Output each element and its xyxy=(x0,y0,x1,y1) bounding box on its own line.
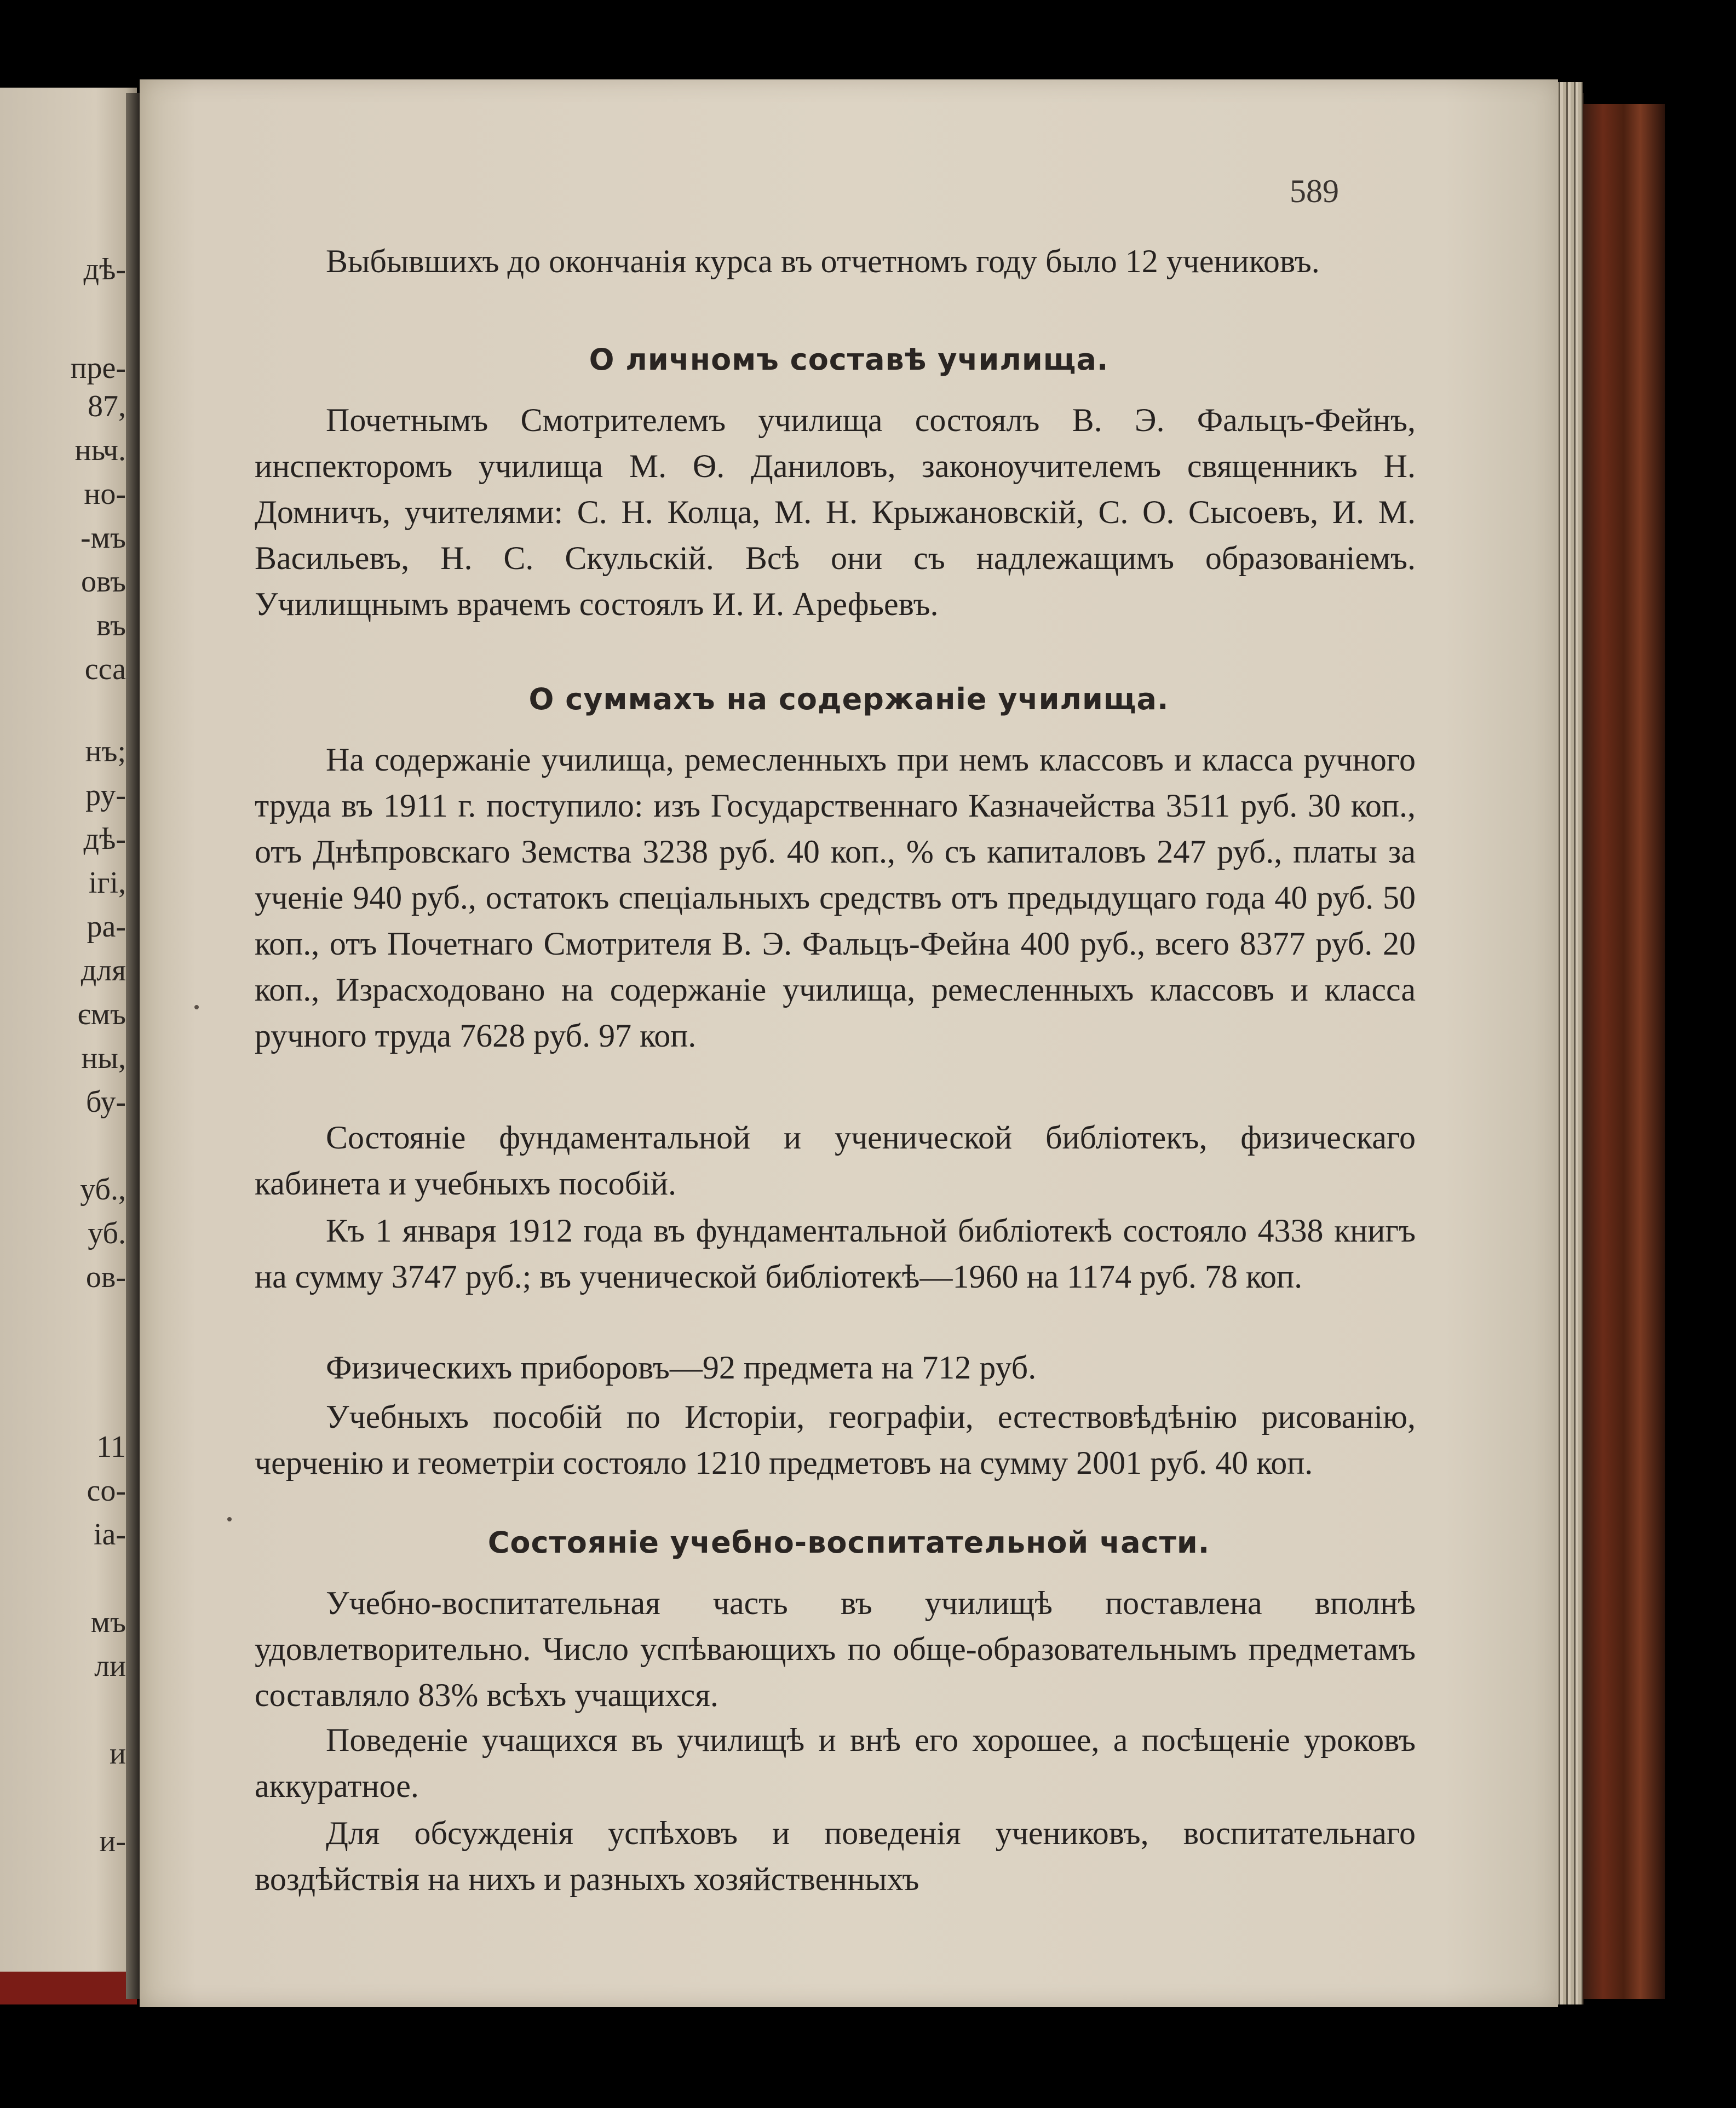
heading-funds: О суммахъ на содержаніе училища. xyxy=(528,682,1169,716)
page-stack-edge xyxy=(1555,82,1583,2004)
left-facing-page xyxy=(0,88,137,2004)
left-page-red-edge xyxy=(0,1972,137,2004)
left-page-fragment: ра- xyxy=(87,910,126,944)
left-page-fragment: и- xyxy=(99,1824,126,1858)
left-page-fragment: овъ xyxy=(81,565,126,599)
paper-speck xyxy=(227,1517,232,1521)
left-page-fragment: ов- xyxy=(85,1260,126,1294)
left-page-fragment: ємъ xyxy=(77,997,126,1031)
intro-paragraph: Выбывшихъ до окончанія курса въ отчетномъ году было 12 учениковъ. xyxy=(326,243,1320,279)
left-page-fragment: дѣ- xyxy=(83,252,126,286)
book-page xyxy=(140,79,1558,2007)
page-number: 589 xyxy=(1290,173,1339,209)
left-page-fragment: дѣ- xyxy=(83,822,126,856)
left-page-fragment: уб. xyxy=(88,1216,126,1250)
heading-education: Состояніе учебно-воспитательной части. xyxy=(487,1525,1210,1560)
paper-speck xyxy=(194,1005,199,1009)
left-page-fragment: ігі, xyxy=(88,866,126,900)
library-paragraph: Къ 1 января 1912 года въ фундаментальной библіотекѣ состояло 4338 книгъ на сумму 3747 руб.; въ ученической библіотекѣ—1960 на 1174 руб. 78 коп. xyxy=(255,1213,1416,1295)
funds-paragraph: На содержаніе училища, ремесленныхъ при немъ классовъ и класса ручного труда въ 1911 г. поступило: изъ Государственнаго Казначейства 3511 руб. 30 коп., отъ Днѣпровскаго Земства 3238 руб. 40 коп., % съ капиталовъ 247 руб., платы за ученіе 940 руб., остатокъ спеціальныхъ средствъ отъ предыдущаго года 40 руб. 50 коп., отъ Почетнаго Смотрителя В. Э. Фальцъ-Фейна 400 руб., всего 8377 руб. 20 коп., Израсходовано на содержаніе училища, ремесленныхъ классовъ и класса ручного труда 7628 руб. 97 коп. xyxy=(255,742,1416,1054)
heading-staff: О личномъ составѣ училища. xyxy=(589,342,1109,377)
behavior-paragraph: Поведеніе учащихся въ училищѣ и внѣ его хорошее, а посѣщеніе уроковъ аккуратное. xyxy=(255,1722,1416,1804)
discussion-paragraph: Для обсужденія успѣховъ и поведенія учениковъ, воспитательнаго воздѣйствія на нихъ и разныхъ хозяйственныхъ xyxy=(255,1815,1416,1897)
left-page-fragment: ны, xyxy=(81,1041,126,1075)
left-page-fragment: ру- xyxy=(85,778,126,812)
left-page-fragment: со- xyxy=(87,1474,126,1508)
left-page-fragment: 87, xyxy=(88,389,126,423)
page-content xyxy=(140,79,1558,2007)
teaching-aids-paragraph: Учебныхъ пособій по Исторіи, географіи, естествовѣдѣнію рисованію, черченію и геометріи состояло 1210 предметовъ на сумму 2001 руб. 40 коп. xyxy=(255,1399,1416,1481)
left-page-fragment: 11 xyxy=(96,1430,126,1464)
left-page-fragment: ньч. xyxy=(74,433,126,467)
left-page-fragment: въ xyxy=(96,608,126,642)
left-page-fragment: но- xyxy=(84,477,126,511)
staff-paragraph: Почетнымъ Смотрителемъ училища состоялъ В. Э. Фальцъ-Фейнъ, инспекторомъ училища М. Ѳ. Даниловъ, законоучителемъ священникъ Н. Домничъ, учителями: С. Н. Колца, М. Н. Крыжановскій, С. О. Сысоевъ, И. М. Васильевъ, Н. С. Скульскій. Всѣ они съ надлежащимъ образованіемъ. Училищнымъ врачемъ состоялъ И. И. Арефьевъ. xyxy=(255,402,1416,622)
left-page-fragment: мъ xyxy=(90,1605,126,1639)
left-page-fragment: іа- xyxy=(93,1518,126,1552)
left-page-fragment: и xyxy=(110,1737,126,1771)
library-intro-paragraph: Состояніе фундаментальной и ученической библіотекъ, физическаго кабинета и учебныхъ пособій. xyxy=(255,1119,1416,1202)
left-page-fragment: сса xyxy=(84,652,126,686)
left-page-fragment: -мъ xyxy=(80,521,126,555)
left-page-fragment: пре- xyxy=(70,351,126,385)
left-page-fragment: нъ; xyxy=(85,734,126,768)
left-page-fragment: для xyxy=(81,954,126,987)
education-paragraph: Учебно-воспитательная часть въ училищѣ поставлена вполнѣ удовлетворительно. Число успѣвающихъ по обще-образовательнымъ предметамъ составляло 83% всѣхъ учащихся. xyxy=(255,1585,1416,1713)
physics-paragraph: Физическихъ приборовъ—92 предмета на 712 руб. xyxy=(326,1349,1037,1386)
left-page-fragment: ли xyxy=(94,1649,126,1683)
book-spine-cover xyxy=(1583,104,1665,1999)
left-page-fragment: бу- xyxy=(85,1085,126,1119)
left-page-fragment: уб., xyxy=(80,1173,126,1207)
